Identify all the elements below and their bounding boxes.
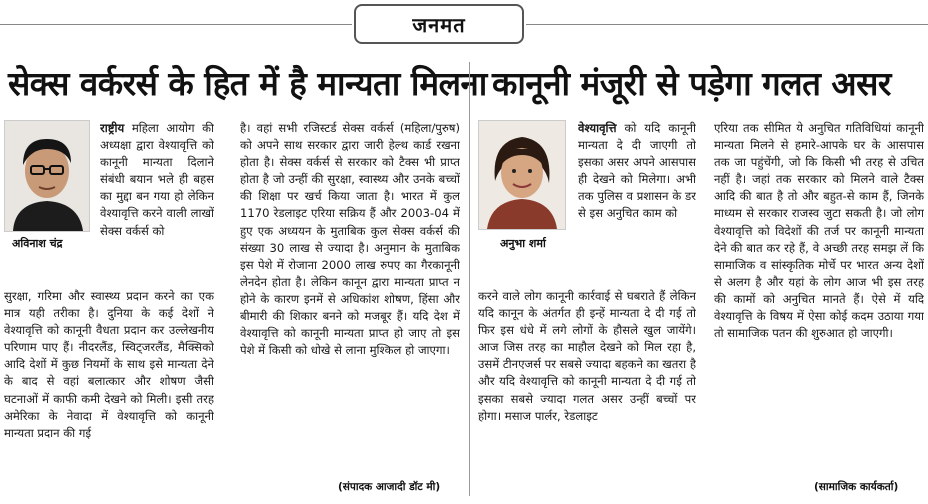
author-name-avinash: अविनाश चंद्र [12, 237, 63, 250]
left-author-credit: (संपादक आजादी डॉट मी) [338, 481, 441, 493]
column-divider [469, 62, 470, 496]
left-intro-text [100, 120, 214, 288]
author-photo-anubha [478, 120, 566, 230]
left-headline: सेक्स वर्करर्स के हित में है मान्यता मिलना [8, 64, 487, 103]
section-header [354, 4, 524, 44]
left-intro-body: महिला आयोग की अध्यक्षा द्वारा वेश्यावृत्ति को कानूनी मान्यता दिलाने संबंधी बयान भले ही बहस का मुद्दा बन गया हो लेकिन वेश्यावृत्ति करने वाली लाखों सेक्स वर्कर्स को [100, 121, 214, 238]
header-rule-left [0, 24, 352, 25]
man-portrait-icon [5, 121, 89, 231]
left-lead-word: राष्ट्रीय [100, 121, 125, 135]
left-column-2-text: है। वहां सभी रजिस्टर्ड सेक्स वर्कर्स (महिला/पुरुष) को अपने साथ सरकार द्वारा जारी हेल्थ कार्ड रखना होता है। सेक्स वर्कर्स से सरकार को टैक्स भी प्राप्त होता है जो उन्हीं की सुरक्षा, स्वास्थ्य और उनके बच्चों की शिक्षा पर खर्च किया जाता है। भारत में कुल 1170 रेडलाइट एरिया सक्रिय हैं और 2003-04 में हुए एक अध्ययन के मुताबिक कुल सेक्स वर्कर्स की संख्या 30 लाख से ज्यादा है। अनुमान के मुताबिक इस पेशे में रोजाना 2000 लाख रुपए का गैरकानूनी लेनदेन होता है। लेकिन कानून द्वारा मान्यता प्राप्त न होने के कारण इनमें से अधिकांश शोषण, हिंसा और बीमारी की शिकार बनने को मजबूर हैं। यदि देश में वेश्यावृत्ति को कानूनी मान्यता प्राप्त हो जाए तो इस पेशे में किसी को धोखे से लाना मुश्किल हो जाएगा। [240, 121, 460, 358]
section-title: जनमत [412, 12, 466, 37]
right-lead-word: वेश्यावृत्ति [578, 121, 617, 135]
woman-portrait-icon [479, 121, 565, 229]
right-headline: कानूनी मंजूरी से पड़ेगा गलत असर [492, 64, 891, 103]
header-rule-right [526, 24, 928, 25]
right-intro-text [578, 120, 696, 288]
right-author-credit: (सामाजिक कार्यकर्ता) [814, 481, 899, 493]
right-column-2-text: एरिया तक सीमित ये अनुचित गतिविधियां कानूनी मान्यता मिलने से हमारे-आपके घर के आसपास तक जा पहुंचेंगी, जो कि किसी भी तरह से उचित नहीं है। जहां तक सरकार को मिलने वाले टैक्स आदि की बात है तो और बहुत-से काम हैं, जिनके माध्यम से सरकार राजस्व जुटा सकती है। जो लोग वेश्यावृत्ति को विदेशों की तर्ज पर कानूनी मान्यता देने की बात कर रहे हैं, वे अच्छी तरह समझ लें कि सामाजिक व सांस्कृतिक मोर्चे पर भारत अन्य देशों से अलग है और यहां के लोग आज भी इस तरह की कामों को अनुचित मानते हैं। ऐसे में यदि वेश्यावृत्ति के विषय में ऐसा कोई कदम उठाया गया तो सामाजिक पतन की शुरुआत हो जाएगी। [714, 121, 924, 341]
author-photo-avinash [4, 120, 90, 232]
left-column-1-text: सुरक्षा, गरिमा और स्वास्थ्य प्रदान करने का एक मात्र यही तरीका है। दुनिया के कई देशों ने वेश्यावृत्ति को कानूनी वैधता प्रदान कर उल्लेखनीय परिणाम पाए हैं। नीदरलैंड, स्विट्जरलैंड, मैक्सिको आदि देशों में कुछ नियमों के साथ इसे मान्यता देने के बाद से वहां बलात्कार और शोषण जैसी घटनाओं में काफी कमी देखने को मिली। इसी तरह अमेरिका के नेवादा में वेश्यावृत्ति को कानूनी मान्यता प्रदान की गई [4, 289, 214, 440]
author-name-anubha: अनुभा शर्मा [500, 237, 546, 250]
right-column-1-text: करने वाले लोग कानूनी कार्रवाई से घबराते हैं लेकिन यदि कानून के अंतर्गत ही इन्हें मान्यता दे दी गई तो फिर इस धंधे में लगे लोगों के हौसले खुल जायेंगे। आज जिस तरह का माहौल देखने को मिल रहा है, उसमें टीनएजर्स पर सबसे ज्यादा बहकने का खतरा है और यदि वेश्यावृत्ति को कानूनी मान्यता दे दी गई तो इसका सबसे ज्यादा गलत असर उन्हीं बच्चों पर होगा। मसाज पार्लर, रेडलाइट [478, 289, 696, 423]
right-intro-body: को यदि कानूनी मान्यता दे दी जाएगी तो इसका असर अपने आसपास ही देखने को मिलेगा। अभी तक पुलिस व प्रशासन के डर से इस अनुचित काम को [578, 121, 696, 221]
